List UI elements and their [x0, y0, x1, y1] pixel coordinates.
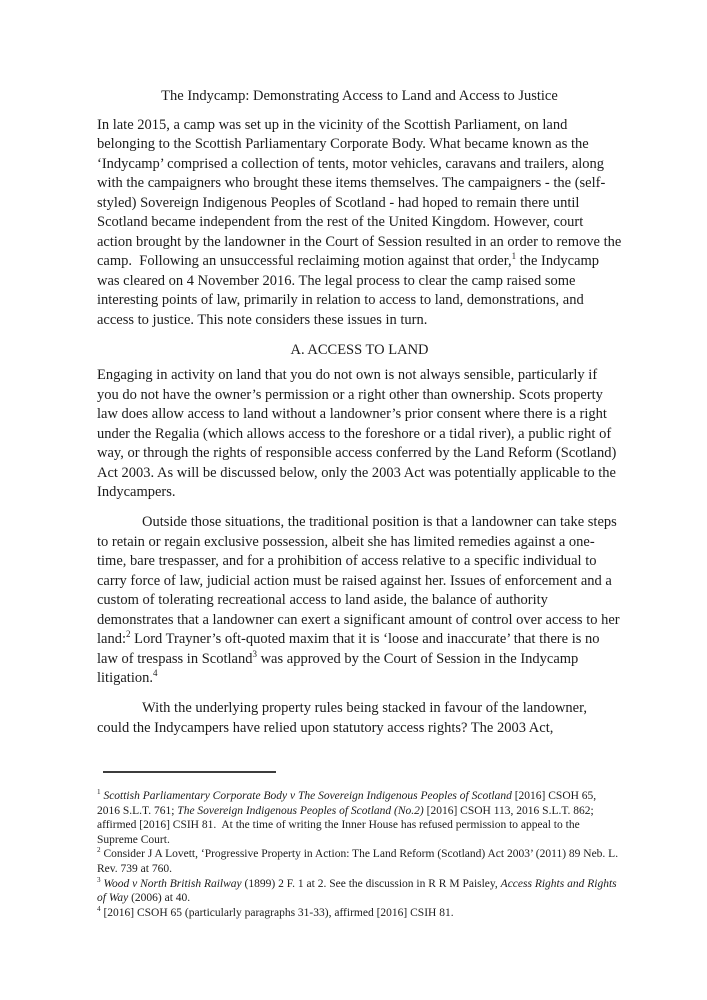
text-run: Engaging in activity on land that you do not own is not always sensible, particularly if you do not have the owner’s permission or a right other than ownership. Scots property law does allow access to land without a landowner’s prior consent where there is a right under the Regalia (which allows access to the foreshore or a tidal river), a public right of way, or through the rights of responsible access conferred by the Land Reform (Scotland) Act 2003. As will be discussed below, only the 2003 Act was potentially applicable to the Indycampers. [97, 367, 620, 500]
paragraph [97, 699, 622, 738]
document-body [97, 116, 625, 739]
footnote-marker: 4 [97, 904, 101, 913]
text-run: Lord Trayner’s oft-quoted maxim that it is ‘loose and inaccurate’ that there is no law of trespass in Scotland [97, 631, 604, 667]
footnote-ref: 3 [252, 648, 257, 659]
text-run: A. ACCESS TO LAND [290, 341, 429, 358]
footnote-marker: 3 [97, 875, 101, 884]
paragraph [97, 513, 622, 689]
text-run: [2016] CSOH 65, 2016 S.L.T. 761; [97, 790, 600, 817]
text-run: With the underlying property rules being stacked in favour of the landowner, could the Indycampers have relied upon statutory access rights? The 2003 Act, [97, 700, 591, 736]
paragraph [97, 366, 622, 503]
text-run: Outside those situations, the traditional position is that a landowner can take steps to retain or regain exclusive possession, albeit she has limited remedies against a one-time, bare trespasser, and for a prohibition of access relative to a specific individual to carry force of law, judicial action must be raised against her. Issues of enforcement and a custom of tolerating recreational access to land aside, the balance of authority demonstrates that a landowner can exert a significant amount of control over access to her land: [97, 514, 624, 647]
section-heading [97, 341, 622, 361]
text-run: In late 2015, a camp was set up in the vicinity of the Scottish Parliament, on land belonging to the Scottish Parliamentary Corporate Body. What became known as the ‘Indycamp’ comprised a collection of tents, motor vehicles, caravans and trailers, along with the campaigners who brought these items themselves. The campaigners - the (self-styled) Sovereign Indigenous Peoples of Scotland - had hoped to remain there until Scotland became independent from the rest of the United Kingdom. However, court action brought by the landowner in the Court of Session resulted in an order to remove the camp. Following an unsuccessful reclaiming motion against that order, [97, 116, 625, 269]
text-run: [2016] CSOH 113, 2016 S.L.T. 862; affirmed [2016] CSIH 81. At the time of writing the Inner House has refused permission to appeal to the Supreme Court. [97, 804, 597, 846]
footnote [97, 789, 622, 847]
text-run: the Indycamp was cleared on 4 November 2016. The legal process to clear the camp raised some interesting points of law, primarily in relation to access to land, demonstrations, and access to justice. This note considers these issues in turn. [97, 253, 603, 328]
italic-run: Access Rights and Rights of Way [97, 877, 620, 905]
italic-run: The Sovereign Indigenous Peoples of Scotland (No.2) [177, 804, 424, 817]
footnote-marker: 1 [97, 788, 101, 797]
paragraph [97, 116, 625, 331]
footnotes-section [97, 789, 622, 920]
footnote-marker: 2 [97, 846, 101, 855]
text-run: Consider J A Lovett, ‘Progressive Property in Action: The Land Reform (Scotland) Act 2003’ (2011) 89 Neb. L. Rev. 739 at 760. [97, 848, 621, 875]
document-title: The Indycamp: Demonstrating Access to Land and Access to Justice [161, 88, 558, 104]
text-run: (2006) at 40. [128, 892, 191, 905]
footnote [97, 847, 622, 876]
footnote [97, 906, 622, 921]
italic-run: Wood v North British Railway [103, 877, 242, 890]
footnote-separator [103, 771, 276, 773]
footnote [97, 877, 622, 906]
text-run: was approved by the Court of Session in the Indycamp litigation. [97, 650, 582, 686]
footnote-ref: 2 [126, 629, 131, 640]
text-run: [2016] CSOH 65 (particularly paragraphs 31-33), affirmed [2016] CSIH 81. [103, 906, 454, 919]
text-run: (1899) 2 F. 1 at 2. See the discussion in R R M Paisley, [241, 877, 501, 890]
footnote-ref: 4 [152, 668, 158, 679]
italic-run: Scottish Parliamentary Corporate Body v The Sovereign Indigenous Peoples of Scotland [103, 790, 512, 802]
footnote-ref: 1 [511, 251, 517, 262]
